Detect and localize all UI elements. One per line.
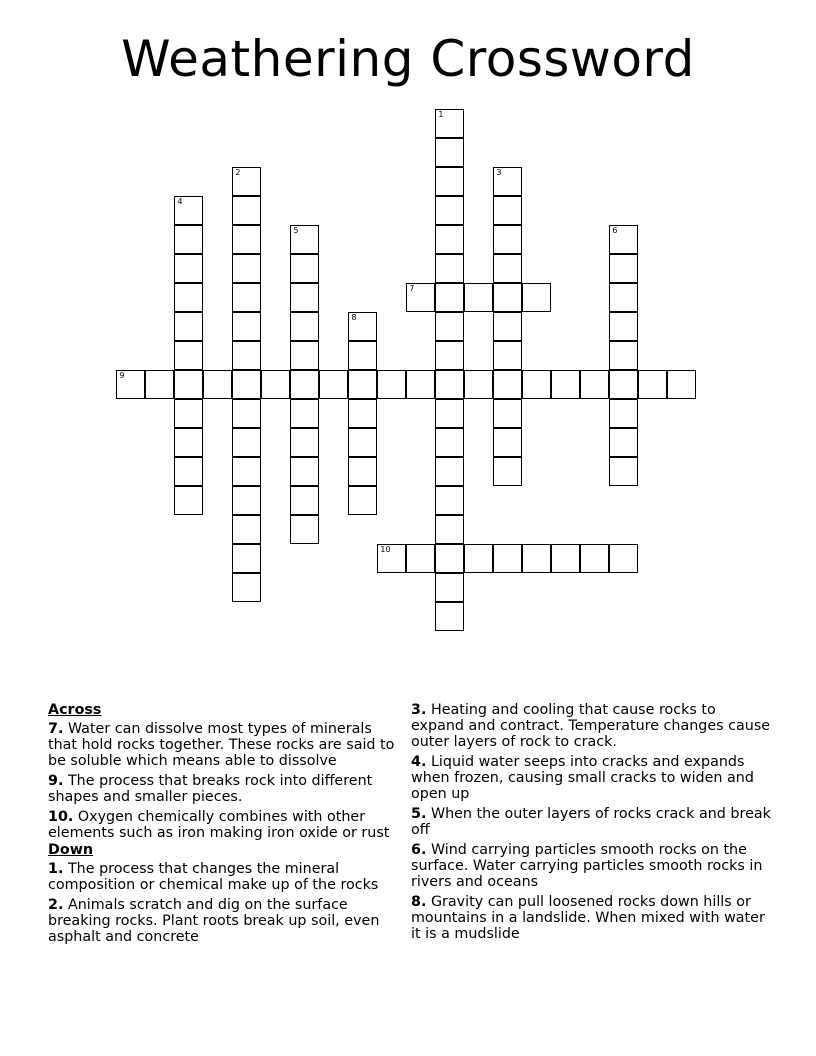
clue-number: 6.	[411, 842, 427, 858]
grid-cell[interactable]	[435, 109, 464, 138]
clue-number: 5.	[411, 806, 427, 822]
clue-across-9	[48, 773, 400, 805]
grid-cell[interactable]	[435, 167, 464, 196]
clue-text: The process that changes the mineral composition or chemical make up of the rocks	[48, 861, 379, 893]
grid-cell[interactable]	[232, 341, 261, 370]
grid-cell[interactable]	[609, 428, 638, 457]
grid-cell[interactable]	[609, 283, 638, 312]
grid-cell[interactable]	[493, 225, 522, 254]
grid-cell[interactable]	[580, 544, 609, 573]
grid-cell[interactable]	[609, 544, 638, 573]
grid-cell[interactable]	[348, 341, 377, 370]
grid-cell[interactable]	[377, 544, 406, 573]
grid-cell[interactable]	[174, 254, 203, 283]
grid-cell[interactable]	[290, 254, 319, 283]
grid-cell[interactable]	[667, 370, 696, 399]
grid-cell[interactable]	[348, 486, 377, 515]
grid-cell[interactable]	[580, 370, 609, 399]
grid-cell[interactable]	[493, 167, 522, 196]
grid-cell[interactable]	[609, 312, 638, 341]
grid-cell[interactable]	[290, 370, 319, 399]
clue-down-6	[411, 842, 771, 890]
clue-number: 3.	[411, 702, 427, 718]
grid-cell[interactable]	[493, 196, 522, 225]
grid-cell[interactable]	[493, 428, 522, 457]
clue-number: 7.	[48, 721, 64, 737]
grid-cell[interactable]	[174, 341, 203, 370]
grid-cell[interactable]	[435, 544, 464, 573]
grid-cell[interactable]	[522, 544, 551, 573]
cell-number: 5	[293, 226, 299, 236]
grid-cell[interactable]	[435, 341, 464, 370]
grid-cell[interactable]	[377, 370, 406, 399]
grid-cell[interactable]	[435, 138, 464, 167]
grid-cell[interactable]	[435, 283, 464, 312]
grid-cell[interactable]	[406, 370, 435, 399]
grid-cell[interactable]	[232, 254, 261, 283]
clue-text: Animals scratch and dig on the surface breaking rocks. Plant roots break up soil, even asphalt and concrete	[48, 897, 380, 945]
grid-cell[interactable]	[290, 486, 319, 515]
clue-text: Wind carrying particles smooth rocks on the surface. Water carrying particles smooth rocks in rivers and oceans	[411, 842, 763, 890]
grid-cell[interactable]	[638, 370, 667, 399]
grid-cell[interactable]	[435, 602, 464, 631]
grid-cell[interactable]	[493, 341, 522, 370]
grid-cell[interactable]	[435, 399, 464, 428]
clue-text: Water can dissolve most types of minerals that hold rocks together. These rocks are said to be soluble which means able to dissolve	[48, 721, 395, 769]
grid-cell[interactable]	[435, 515, 464, 544]
grid-cell[interactable]	[609, 399, 638, 428]
grid-cell[interactable]	[522, 283, 551, 312]
grid-cell[interactable]	[232, 457, 261, 486]
cell-number: 6	[612, 226, 618, 236]
grid-cell[interactable]	[435, 312, 464, 341]
grid-cell[interactable]	[232, 370, 261, 399]
clue-down-3	[411, 702, 771, 750]
grid-cell[interactable]	[609, 341, 638, 370]
grid-cell[interactable]	[232, 515, 261, 544]
clue-number: 2.	[48, 897, 64, 913]
grid-cell[interactable]	[435, 457, 464, 486]
across-heading: Across	[48, 702, 102, 718]
clue-text: Heating and cooling that cause rocks to expand and contract. Temperature changes cause outer layers of rock to crack.	[411, 702, 771, 750]
grid-cell[interactable]	[348, 312, 377, 341]
clue-text: Gravity can pull loosened rocks down hills or mountains in a landslide. When mixed with water it is a mudslide	[411, 894, 765, 942]
grid-cell[interactable]	[493, 312, 522, 341]
grid-cell[interactable]	[435, 428, 464, 457]
grid-cell[interactable]	[290, 457, 319, 486]
clue-down-5	[411, 806, 771, 838]
grid-cell[interactable]	[232, 312, 261, 341]
grid-cell[interactable]	[464, 370, 493, 399]
grid-cell[interactable]	[261, 370, 290, 399]
grid-cell[interactable]	[174, 399, 203, 428]
clue-down-1	[48, 861, 400, 893]
clue-text: The process that breaks rock into different shapes and smaller pieces.	[48, 773, 373, 805]
grid-cell[interactable]	[232, 486, 261, 515]
cell-number: 10	[380, 545, 391, 555]
grid-cell[interactable]	[551, 544, 580, 573]
grid-cell[interactable]	[232, 196, 261, 225]
grid-cell[interactable]	[174, 370, 203, 399]
grid-cell[interactable]	[435, 254, 464, 283]
clue-down-8	[411, 894, 771, 942]
grid-cell[interactable]	[116, 370, 145, 399]
grid-cell[interactable]	[174, 312, 203, 341]
clue-down-2	[48, 897, 400, 945]
grid-cell[interactable]	[348, 457, 377, 486]
grid-cell[interactable]	[232, 544, 261, 573]
grid-cell[interactable]	[174, 486, 203, 515]
grid-cell[interactable]	[174, 283, 203, 312]
grid-cell[interactable]	[493, 283, 522, 312]
grid-cell[interactable]	[145, 370, 174, 399]
clue-across-7	[48, 721, 400, 769]
clue-down-4	[411, 754, 771, 802]
grid-cell[interactable]	[493, 457, 522, 486]
grid-cell[interactable]	[203, 370, 232, 399]
clue-number: 4.	[411, 754, 427, 770]
page-title: Weathering Crossword	[121, 30, 695, 88]
grid-cell[interactable]	[493, 370, 522, 399]
grid-cell[interactable]	[174, 225, 203, 254]
grid-cell[interactable]	[493, 399, 522, 428]
clue-number: 10.	[48, 809, 74, 825]
grid-cell[interactable]	[522, 370, 551, 399]
clue-number: 9.	[48, 773, 64, 789]
grid-cell[interactable]	[609, 254, 638, 283]
grid-cell[interactable]	[464, 544, 493, 573]
clue-text: Oxygen chemically combines with other elements such as iron making iron oxide or rust	[48, 809, 390, 841]
grid-cell[interactable]	[435, 225, 464, 254]
down-heading: Down	[48, 842, 94, 858]
grid-cell[interactable]	[551, 370, 580, 399]
grid-cell[interactable]	[290, 399, 319, 428]
grid-cell[interactable]	[435, 370, 464, 399]
grid-cell[interactable]	[435, 573, 464, 602]
cell-number: 4	[177, 197, 183, 207]
grid-cell[interactable]	[290, 341, 319, 370]
grid-cell[interactable]	[406, 544, 435, 573]
cell-number: 9	[119, 371, 125, 381]
cell-number: 3	[496, 168, 502, 178]
grid-cell[interactable]	[290, 515, 319, 544]
grid-cell[interactable]	[174, 428, 203, 457]
grid-cell[interactable]	[174, 196, 203, 225]
grid-cell[interactable]	[290, 283, 319, 312]
grid-cell[interactable]	[319, 370, 348, 399]
grid-cell[interactable]	[232, 399, 261, 428]
clues-left-column	[48, 702, 400, 949]
grid-cell[interactable]	[348, 399, 377, 428]
clue-number: 8.	[411, 894, 427, 910]
grid-cell[interactable]	[290, 225, 319, 254]
cell-number: 2	[235, 168, 241, 178]
grid-cell[interactable]	[290, 312, 319, 341]
clue-text: When the outer layers of rocks crack and break off	[411, 806, 771, 838]
clue-across-10	[48, 809, 400, 841]
clue-text: Liquid water seeps into cracks and expands when frozen, causing small cracks to widen and open up	[411, 754, 754, 802]
grid-cell[interactable]	[609, 370, 638, 399]
grid-cell[interactable]	[493, 254, 522, 283]
cell-number: 8	[351, 313, 357, 323]
grid-cell[interactable]	[435, 486, 464, 515]
cell-number: 7	[409, 284, 415, 294]
clues-right-column	[411, 702, 771, 946]
grid-cell[interactable]	[232, 283, 261, 312]
grid-cell[interactable]	[232, 167, 261, 196]
grid-cell[interactable]	[464, 283, 493, 312]
grid-cell[interactable]	[174, 457, 203, 486]
grid-cell[interactable]	[435, 196, 464, 225]
grid-cell[interactable]	[290, 428, 319, 457]
grid-cell[interactable]	[232, 428, 261, 457]
grid-cell[interactable]	[348, 428, 377, 457]
grid-cell[interactable]	[232, 573, 261, 602]
grid-cell[interactable]	[406, 283, 435, 312]
grid-cell[interactable]	[609, 457, 638, 486]
grid-cell[interactable]	[609, 225, 638, 254]
cell-number: 1	[438, 110, 444, 120]
grid-cell[interactable]	[348, 370, 377, 399]
grid-cell[interactable]	[493, 544, 522, 573]
grid-cell[interactable]	[232, 225, 261, 254]
clue-number: 1.	[48, 861, 64, 877]
